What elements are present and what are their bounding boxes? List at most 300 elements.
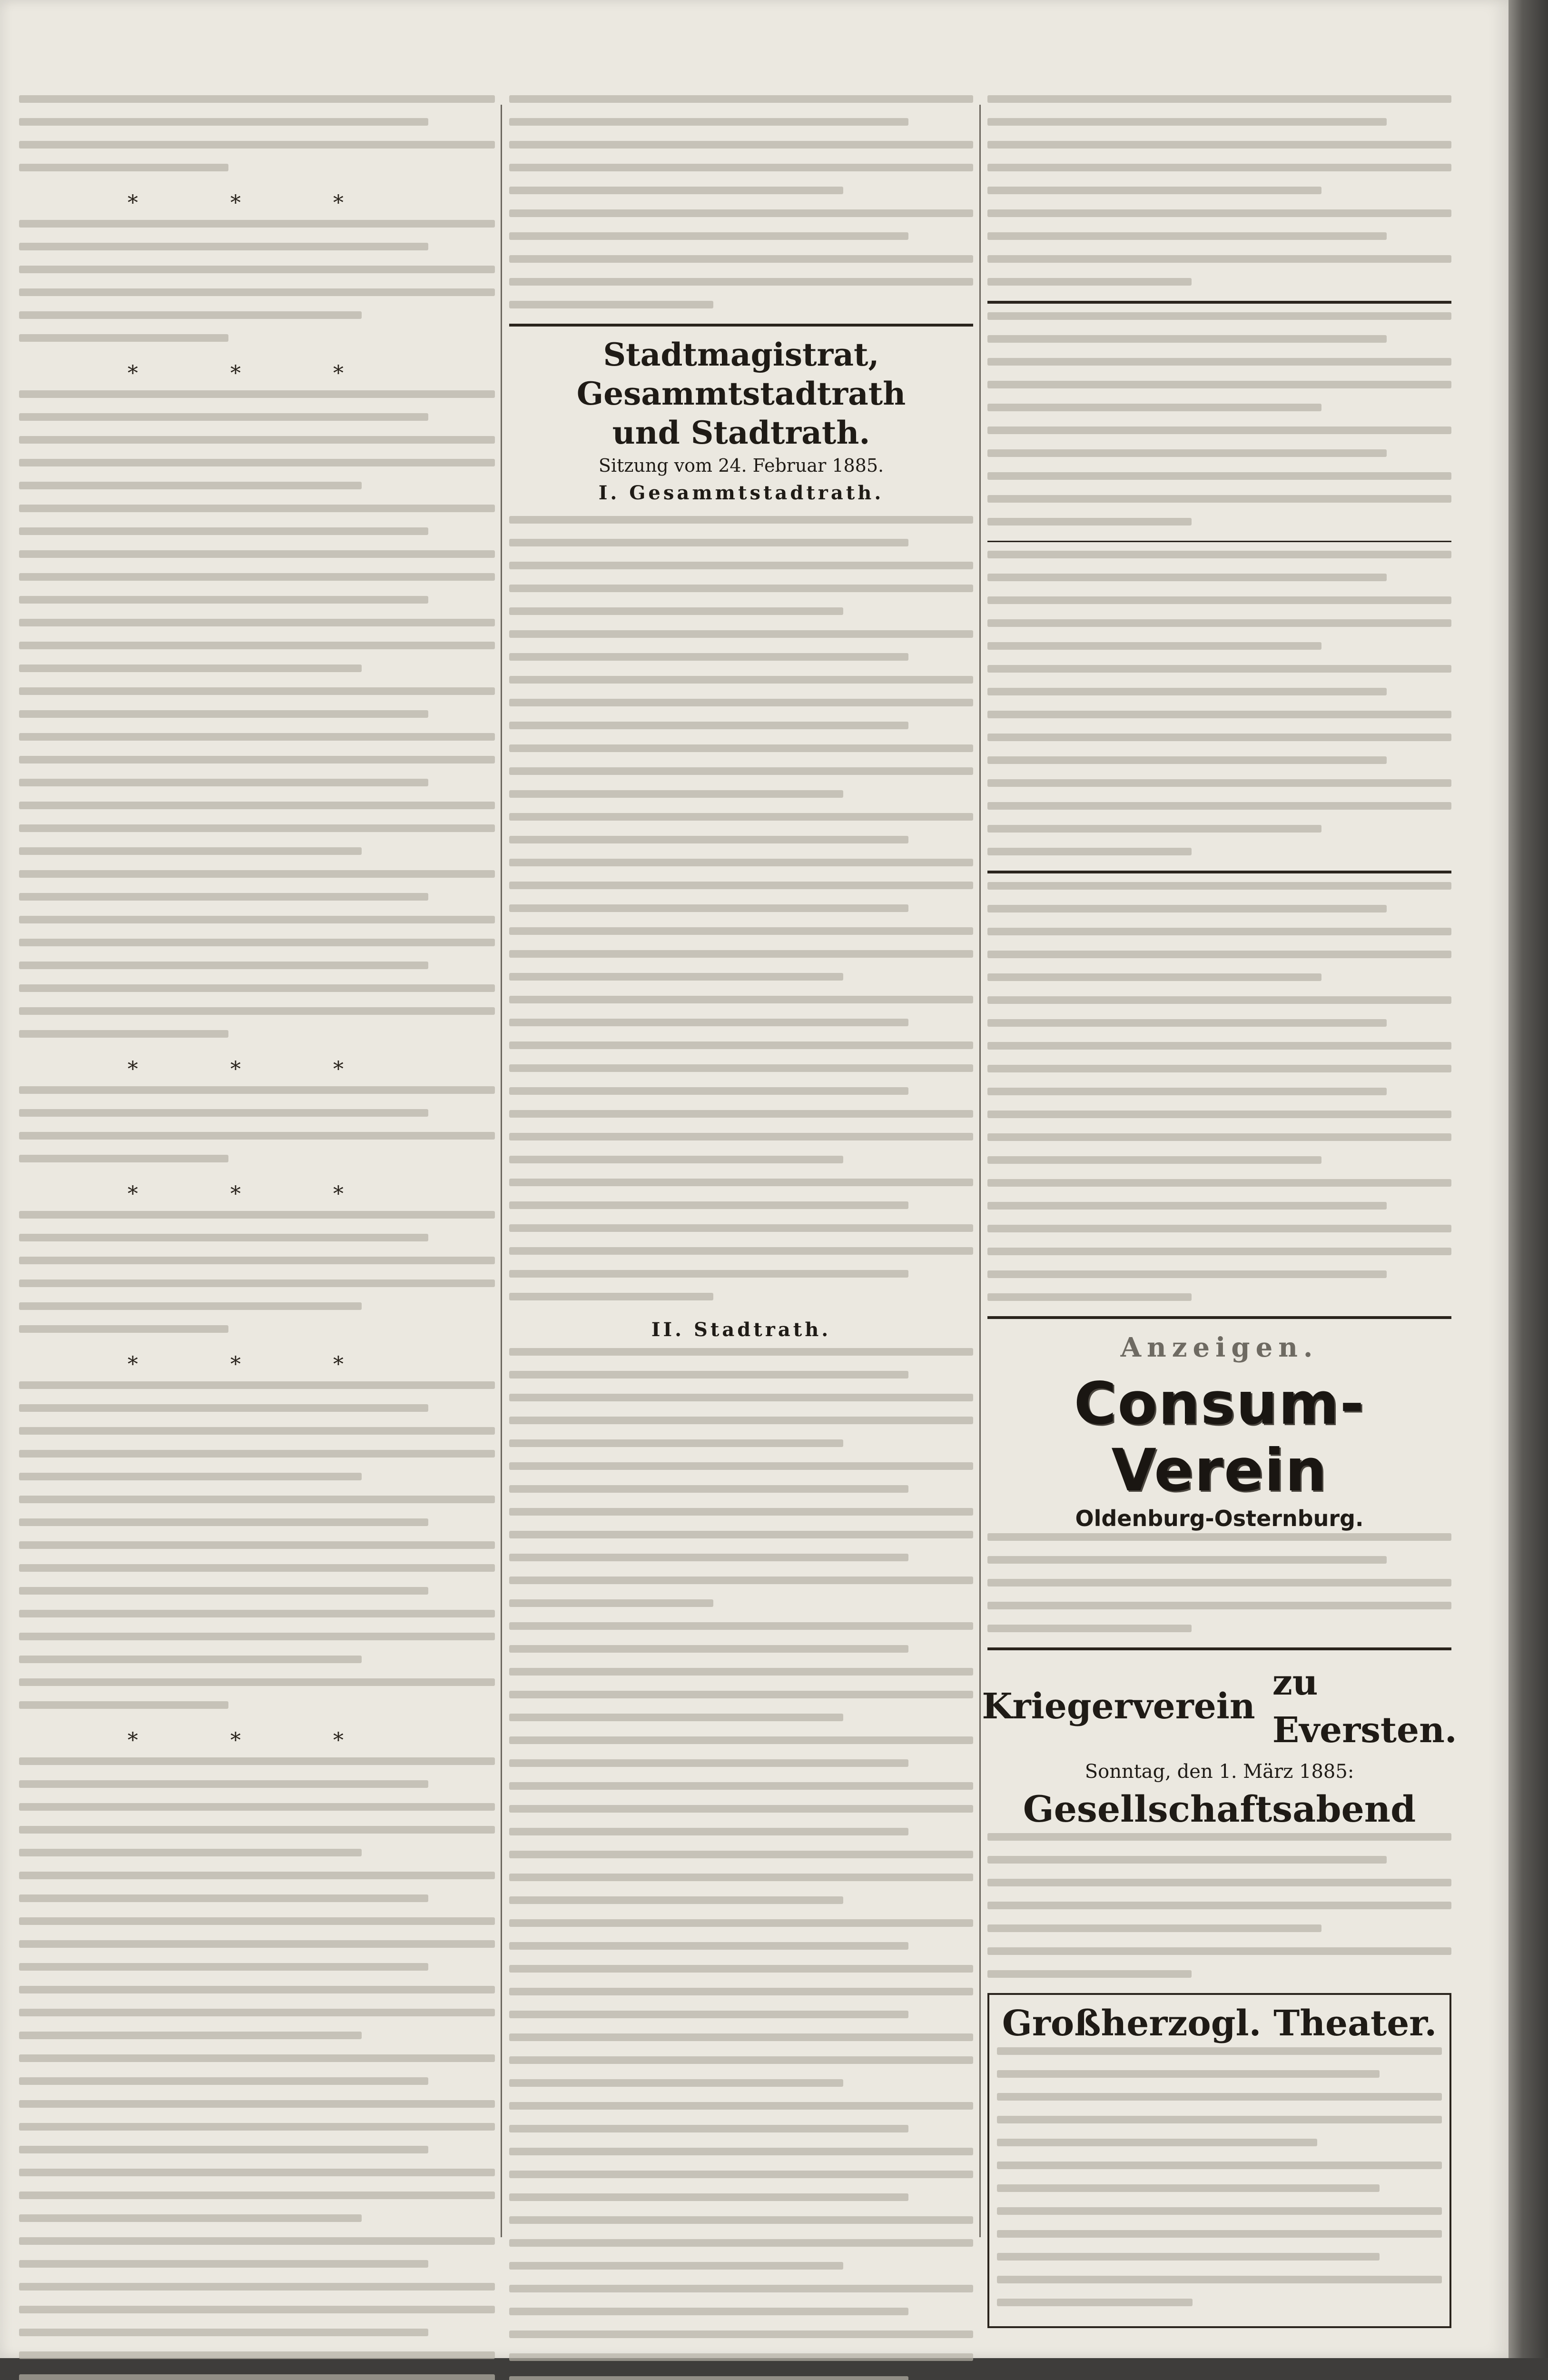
text-line — [987, 779, 1451, 787]
text-line — [987, 1833, 1451, 1841]
text-line — [997, 2116, 1442, 2123]
text-paragraph — [19, 1757, 495, 2380]
text-line — [19, 733, 495, 741]
text-line — [509, 562, 973, 569]
text-line — [509, 1247, 973, 1255]
text-line — [509, 836, 908, 843]
text-line — [509, 859, 973, 866]
text-line — [19, 893, 428, 901]
text-line — [987, 665, 1451, 673]
asterisk-divider: * * * — [128, 1057, 386, 1081]
text-line — [19, 1940, 495, 1948]
text-line — [987, 404, 1321, 411]
text-line — [509, 1759, 908, 1767]
text-line — [987, 905, 1387, 912]
text-line — [19, 243, 428, 250]
text-line — [19, 1427, 495, 1435]
column-divider — [501, 105, 502, 2237]
text-line — [509, 1782, 973, 1790]
text-line — [987, 1088, 1387, 1095]
text-paragraph — [509, 95, 973, 308]
text-line — [19, 436, 495, 444]
text-line — [509, 255, 973, 263]
text-line — [19, 2306, 495, 2313]
text-line — [19, 824, 495, 832]
text-line — [987, 1065, 1451, 1072]
ad-krieger-left: Kriegerverein — [982, 1686, 1255, 1727]
text-line — [509, 1133, 973, 1140]
text-line — [509, 209, 973, 217]
text-line — [19, 1917, 495, 1925]
text-line — [987, 1202, 1387, 1210]
text-line — [19, 1450, 495, 1458]
text-line — [987, 756, 1387, 764]
text-line — [509, 1965, 973, 1973]
text-line — [509, 2285, 973, 2292]
text-line — [19, 2237, 495, 2245]
text-line — [19, 984, 495, 992]
asterisk-divider: * * * — [128, 1352, 386, 1377]
text-line — [509, 516, 973, 524]
text-line — [19, 779, 428, 786]
text-line — [509, 699, 973, 706]
text-line — [19, 1963, 428, 1971]
text-line — [509, 2239, 973, 2247]
text-line — [509, 1019, 908, 1026]
text-line — [987, 1019, 1387, 1027]
text-line — [509, 1179, 973, 1186]
text-line — [19, 2283, 495, 2291]
text-line — [19, 1086, 495, 1094]
text-line — [509, 882, 973, 889]
text-line — [19, 334, 228, 342]
text-line — [509, 2079, 843, 2087]
ad-consum-title: Consum-Verein — [1074, 1370, 1365, 1504]
text-line — [987, 358, 1451, 366]
ad-kriegerverein — [982, 1659, 1457, 1978]
text-line — [509, 1896, 843, 1904]
text-line — [987, 1924, 1321, 1932]
text-line — [987, 426, 1451, 434]
text-line — [509, 187, 843, 194]
text-line — [509, 1041, 973, 1049]
text-line — [509, 1988, 973, 1995]
section-heading: I. Gesammtstadtrath. — [598, 482, 884, 504]
text-line — [509, 1828, 908, 1835]
text-line — [19, 118, 428, 126]
text-line — [509, 2011, 908, 2018]
text-line — [19, 527, 428, 535]
text-line — [19, 482, 362, 489]
text-line — [19, 1473, 362, 1480]
text-line — [509, 1668, 973, 1676]
text-paragraph — [987, 882, 1451, 1301]
text-line — [19, 1872, 495, 1879]
text-paragraph — [509, 1348, 973, 1607]
column-left — [19, 95, 495, 2256]
text-line — [509, 2262, 843, 2270]
text-line — [19, 459, 495, 466]
text-line — [19, 2192, 495, 2199]
column-divider — [979, 105, 981, 2237]
text-line — [19, 916, 495, 923]
ads-heading: Anzeigen. — [1120, 1332, 1319, 1363]
text-line — [19, 1678, 495, 1686]
text-line — [987, 278, 1192, 286]
asterisk-divider: * * * — [128, 361, 386, 386]
text-line — [509, 1110, 973, 1118]
text-line — [19, 642, 495, 649]
text-paragraph — [987, 1833, 1451, 1978]
text-line — [509, 1462, 973, 1470]
text-line — [509, 1224, 973, 1232]
text-line — [19, 1849, 362, 1856]
text-line — [509, 301, 713, 308]
council-heading — [509, 335, 973, 507]
text-line — [987, 1156, 1321, 1164]
text-line — [509, 2125, 908, 2132]
text-line — [509, 164, 973, 171]
text-line — [509, 141, 973, 149]
text-line — [19, 1155, 228, 1162]
text-line — [509, 2216, 973, 2224]
text-line — [19, 2077, 428, 2085]
text-paragraph — [19, 220, 495, 342]
asterisk-divider: * * * — [128, 191, 386, 215]
text-line — [987, 882, 1451, 890]
text-line — [509, 232, 908, 240]
text-line — [19, 1633, 495, 1640]
text-line — [509, 1508, 973, 1516]
text-line — [19, 550, 495, 558]
text-line — [509, 950, 973, 958]
text-line — [19, 1007, 495, 1015]
text-line — [19, 1325, 228, 1333]
text-line — [509, 1371, 908, 1378]
text-line — [997, 2070, 1380, 2078]
text-paragraph — [19, 95, 495, 171]
text-paragraph — [987, 551, 1451, 855]
text-line — [509, 1270, 908, 1278]
text-line — [509, 1064, 973, 1072]
text-line — [509, 1485, 908, 1493]
text-line — [19, 1541, 495, 1549]
text-line — [509, 1293, 713, 1300]
text-line — [987, 472, 1451, 480]
text-line — [19, 220, 495, 228]
text-line — [509, 2056, 973, 2064]
section-rule — [987, 541, 1451, 542]
text-line — [987, 1179, 1451, 1187]
text-line — [19, 710, 428, 718]
section-rule — [987, 1647, 1451, 1650]
scan-edge — [1509, 0, 1548, 2358]
text-line — [19, 1109, 428, 1117]
text-paragraph — [19, 1086, 495, 1162]
session-date: Sitzung vom 24. Februar 1885. — [598, 455, 884, 476]
text-line — [19, 802, 495, 809]
text-line — [19, 1030, 228, 1038]
text-line — [509, 1714, 843, 1721]
text-line — [509, 1201, 908, 1209]
text-line — [509, 1577, 973, 1584]
text-line — [997, 2184, 1380, 2192]
text-line — [987, 95, 1451, 103]
text-line — [987, 1042, 1451, 1050]
text-line — [509, 1531, 973, 1538]
text-line — [509, 1874, 973, 1881]
text-line — [509, 1805, 973, 1813]
text-paragraph — [19, 1381, 495, 1709]
text-line — [987, 642, 1321, 650]
text-line — [509, 278, 973, 286]
text-line — [987, 1270, 1387, 1278]
text-line — [987, 141, 1451, 149]
column-middle — [509, 95, 973, 2256]
text-line — [509, 1691, 973, 1698]
text-line — [19, 573, 495, 581]
text-line — [987, 1111, 1451, 1118]
text-line — [19, 1780, 428, 1788]
text-line — [509, 607, 843, 615]
text-line — [987, 574, 1387, 581]
text-line — [19, 1986, 495, 1993]
section-rule — [509, 324, 973, 327]
text-line — [509, 630, 973, 638]
ad-krieger-date: Sonntag, den 1. März 1885: — [1085, 1761, 1354, 1783]
text-line — [19, 1656, 362, 1663]
text-line — [19, 164, 228, 171]
text-line — [509, 790, 843, 798]
text-paragraph — [997, 2047, 1442, 2306]
text-line — [987, 1225, 1451, 1232]
text-line — [19, 2100, 495, 2108]
text-line — [509, 1087, 908, 1095]
text-paragraph — [987, 1533, 1451, 1632]
text-line — [987, 118, 1387, 126]
text-line — [987, 619, 1451, 627]
text-line — [987, 848, 1192, 855]
text-line — [509, 2308, 908, 2315]
text-line — [19, 1381, 495, 1389]
ad-krieger-right: zu Eversten. — [1272, 1662, 1457, 1751]
text-line — [987, 734, 1451, 741]
text-line — [509, 1736, 973, 1744]
text-line — [509, 722, 908, 729]
text-line — [19, 619, 495, 626]
text-line — [509, 2193, 908, 2201]
section-rule — [987, 301, 1451, 304]
text-line — [987, 187, 1321, 194]
text-line — [19, 1279, 495, 1287]
text-paragraph — [509, 1622, 973, 2380]
text-line — [19, 2009, 495, 2016]
text-line — [19, 95, 495, 103]
council-title: Stadtmagistrat, Gesammtstadtrath — [576, 336, 906, 412]
text-line — [19, 870, 495, 878]
text-line — [987, 232, 1387, 240]
text-line — [987, 1293, 1192, 1301]
text-line — [509, 2033, 973, 2041]
text-line — [509, 744, 973, 752]
ad-consum-verein — [987, 1370, 1451, 1632]
text-line — [19, 1757, 495, 1765]
text-line — [19, 2329, 428, 2336]
text-line — [509, 1439, 843, 1447]
text-line — [509, 118, 908, 126]
text-line — [987, 255, 1451, 263]
text-line — [997, 2207, 1442, 2215]
text-line — [987, 312, 1451, 320]
text-line — [987, 973, 1321, 981]
text-line — [509, 927, 973, 935]
text-line — [19, 1803, 495, 1811]
asterisk-divider: * * * — [128, 1182, 386, 1206]
text-line — [509, 1645, 908, 1653]
text-line — [987, 1856, 1387, 1864]
section-rule — [987, 871, 1451, 873]
text-line — [19, 1302, 362, 1310]
text-line — [19, 1518, 428, 1526]
text-line — [997, 2093, 1442, 2101]
text-line — [987, 209, 1451, 217]
asterisk-divider: * * * — [128, 1728, 386, 1753]
text-line — [19, 1826, 495, 1834]
text-line — [509, 676, 973, 684]
text-line — [987, 335, 1387, 343]
text-line — [509, 2330, 973, 2338]
text-line — [987, 449, 1387, 457]
text-line — [509, 1599, 713, 1607]
text-line — [19, 1701, 228, 1709]
text-line — [509, 1348, 973, 1356]
text-line — [19, 2146, 428, 2153]
text-line — [509, 904, 908, 912]
text-paragraph — [987, 95, 1451, 286]
text-line — [509, 973, 843, 981]
text-line — [509, 585, 973, 592]
text-line — [19, 141, 495, 149]
text-line — [19, 1257, 495, 1264]
text-line — [19, 311, 362, 319]
text-line — [987, 495, 1451, 503]
text-line — [987, 1556, 1387, 1564]
text-line — [19, 1404, 428, 1412]
text-line — [509, 1417, 973, 1424]
text-line — [987, 1579, 1451, 1587]
text-line — [509, 539, 908, 546]
text-line — [509, 1942, 908, 1950]
text-line — [19, 1610, 495, 1617]
text-line — [19, 847, 362, 855]
text-line — [19, 1211, 495, 1219]
text-line — [509, 813, 973, 821]
text-line — [19, 266, 495, 273]
text-line — [987, 1970, 1192, 1978]
text-line — [19, 1894, 428, 1902]
text-line — [987, 596, 1451, 604]
text-line — [997, 2139, 1317, 2146]
section-heading: II. Stadtrath. — [651, 1319, 831, 1341]
text-paragraph — [509, 516, 973, 1300]
text-line — [987, 1879, 1451, 1886]
text-line — [997, 2276, 1442, 2283]
text-line — [997, 2230, 1442, 2238]
text-line — [509, 2171, 973, 2178]
text-line — [19, 1564, 495, 1572]
text-line — [19, 2123, 495, 2131]
text-line — [19, 2169, 495, 2176]
text-line — [987, 711, 1451, 718]
text-line — [987, 996, 1451, 1004]
text-line — [987, 1533, 1451, 1541]
text-line — [987, 1902, 1451, 1909]
text-line — [509, 767, 973, 775]
text-line — [19, 1234, 428, 1241]
text-line — [997, 2299, 1193, 2306]
text-line — [509, 653, 908, 661]
column-right — [982, 95, 1457, 2256]
text-line — [987, 1947, 1451, 1955]
text-line — [987, 951, 1451, 958]
text-line — [509, 1851, 973, 1858]
text-line — [509, 1394, 973, 1401]
text-line — [997, 2253, 1380, 2261]
text-line — [19, 756, 495, 764]
text-line — [509, 2353, 973, 2361]
text-line — [509, 1622, 973, 1630]
text-line — [997, 2162, 1442, 2169]
text-line — [509, 95, 973, 103]
section-rule — [987, 1316, 1451, 1319]
text-paragraph — [19, 390, 495, 1038]
text-line — [19, 390, 495, 398]
text-line — [19, 2054, 495, 2062]
text-line — [987, 381, 1451, 388]
text-line — [987, 802, 1451, 810]
text-line — [987, 1133, 1451, 1141]
text-line — [19, 288, 495, 296]
council-title-line2: und Stadtrath. — [612, 414, 870, 451]
text-line — [987, 518, 1192, 526]
text-line — [19, 1587, 428, 1595]
text-line — [509, 2102, 973, 2110]
text-line — [987, 688, 1387, 695]
text-line — [509, 2376, 908, 2380]
text-line — [987, 1602, 1451, 1609]
text-line — [19, 939, 495, 946]
ad-theater — [987, 1993, 1451, 2328]
text-line — [509, 1156, 843, 1163]
text-line — [19, 596, 428, 604]
text-line — [509, 996, 973, 1003]
ad-krieger-event: Gesellschaftsabend — [1023, 1788, 1416, 1830]
text-line — [19, 687, 495, 695]
text-line — [987, 551, 1451, 558]
text-line — [987, 164, 1451, 171]
ad-theater-title: Großherzogl. Theater. — [1002, 2003, 1437, 2044]
text-line — [19, 2214, 362, 2222]
text-line — [509, 1919, 973, 1927]
text-line — [987, 825, 1321, 833]
text-line — [19, 2032, 362, 2039]
text-line — [19, 1132, 495, 1140]
text-line — [509, 1554, 908, 1561]
text-line — [987, 1248, 1451, 1255]
text-line — [509, 2148, 973, 2155]
text-line — [987, 928, 1451, 935]
text-line — [19, 664, 362, 672]
